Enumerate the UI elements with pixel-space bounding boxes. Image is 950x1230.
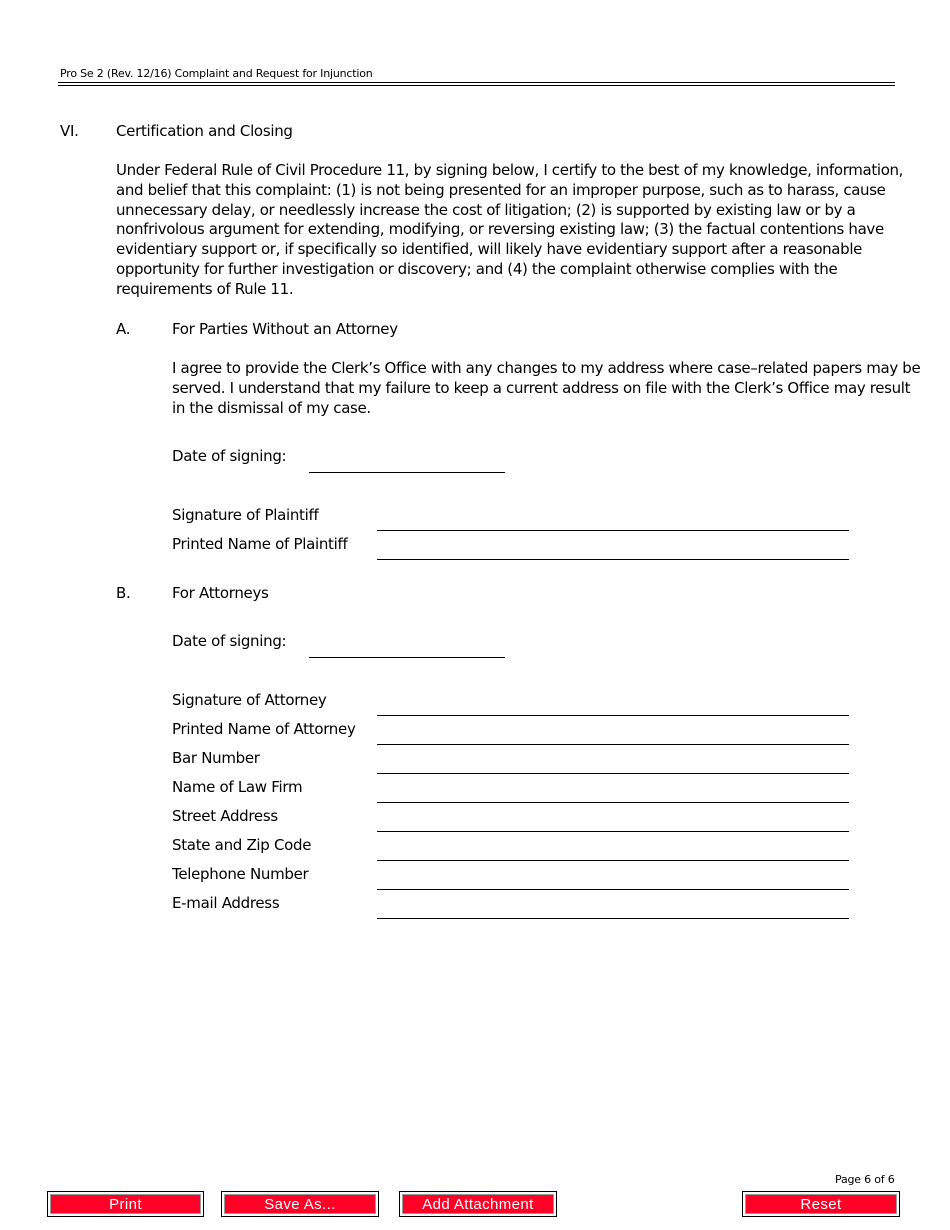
print-button[interactable]: Print [47,1191,204,1217]
street-address-label: Street Address [172,807,278,825]
plaintiff-printed-name-label: Printed Name of Plaintiff [172,535,348,553]
paragraph-line: opportunity for further investigation or discovery; and (4) the complaint otherwise complies with the [116,259,838,278]
plaintiff-date-label: Date of signing: [172,447,287,465]
paragraph-line: nonfrivolous argument for extending, modifying, or reversing existing law; (3) the factual contentions have [116,220,884,239]
add-attachment-button[interactable]: Add Attachment [399,1191,557,1217]
address-agreement-paragraph [172,359,920,418]
state-zip-field[interactable] [377,860,849,861]
bar-number-field[interactable] [377,773,849,774]
form-header: Pro Se 2 (Rev. 12/16) Complaint and Request for Injunction [60,67,373,80]
attorney-date-field[interactable] [309,657,505,658]
subsection-a-letter: A. [116,320,131,338]
paragraph-line: in the dismissal of my case. [172,398,371,417]
email-label: E-mail Address [172,894,280,912]
paragraph-line: unnecessary delay, or needlessly increase the cost of litigation; (2) is supported by existing law or by a [116,200,856,219]
attorney-signature-field[interactable] [377,715,849,716]
subsection-a-title: For Parties Without an Attorney [172,320,398,338]
header-rule-top [58,82,895,83]
bar-number-label: Bar Number [172,749,260,767]
certification-paragraph [116,161,903,300]
paragraph-line: I agree to provide the Clerk’s Office with any changes to my address where case–related papers may be [172,359,921,377]
plaintiff-date-field[interactable] [309,472,505,473]
email-field[interactable] [377,918,849,919]
page-number: Page 6 of 6 [835,1173,895,1186]
street-address-field[interactable] [377,831,849,832]
plaintiff-printed-name-field[interactable] [377,559,849,560]
telephone-label: Telephone Number [172,865,309,883]
subsection-b-title: For Attorneys [172,584,269,602]
save-as-button[interactable]: Save As... [221,1191,379,1217]
telephone-field[interactable] [377,889,849,890]
state-zip-label: State and Zip Code [172,836,312,854]
attorney-signature-label: Signature of Attorney [172,691,327,709]
law-firm-label: Name of Law Firm [172,778,303,796]
plaintiff-signature-label: Signature of Plaintiff [172,506,319,524]
attorney-printed-name-field[interactable] [377,744,849,745]
reset-button[interactable]: Reset [742,1191,900,1217]
section-number: VI. [60,122,79,140]
attorney-date-label: Date of signing: [172,632,287,650]
subsection-b-letter: B. [116,584,131,602]
paragraph-line: served. I understand that my failure to keep a current address on file with the Clerk’s Office may result [172,378,911,397]
paragraph-line: requirements of Rule 11. [116,279,294,298]
attorney-printed-name-label: Printed Name of Attorney [172,720,356,738]
paragraph-line: Under Federal Rule of Civil Procedure 11, by signing below, I certify to the best of my knowledge, information, [116,161,904,179]
paragraph-line: and belief that this complaint: (1) is not being presented for an improper purpose, such as to harass, cause [116,180,886,199]
section-title: Certification and Closing [116,122,293,140]
paragraph-line: evidentiary support or, if specifically so identified, will likely have evidentiary support after a reasonable [116,240,863,259]
plaintiff-signature-field[interactable] [377,530,849,531]
law-firm-field[interactable] [377,802,849,803]
header-rule-bottom [58,85,895,86]
